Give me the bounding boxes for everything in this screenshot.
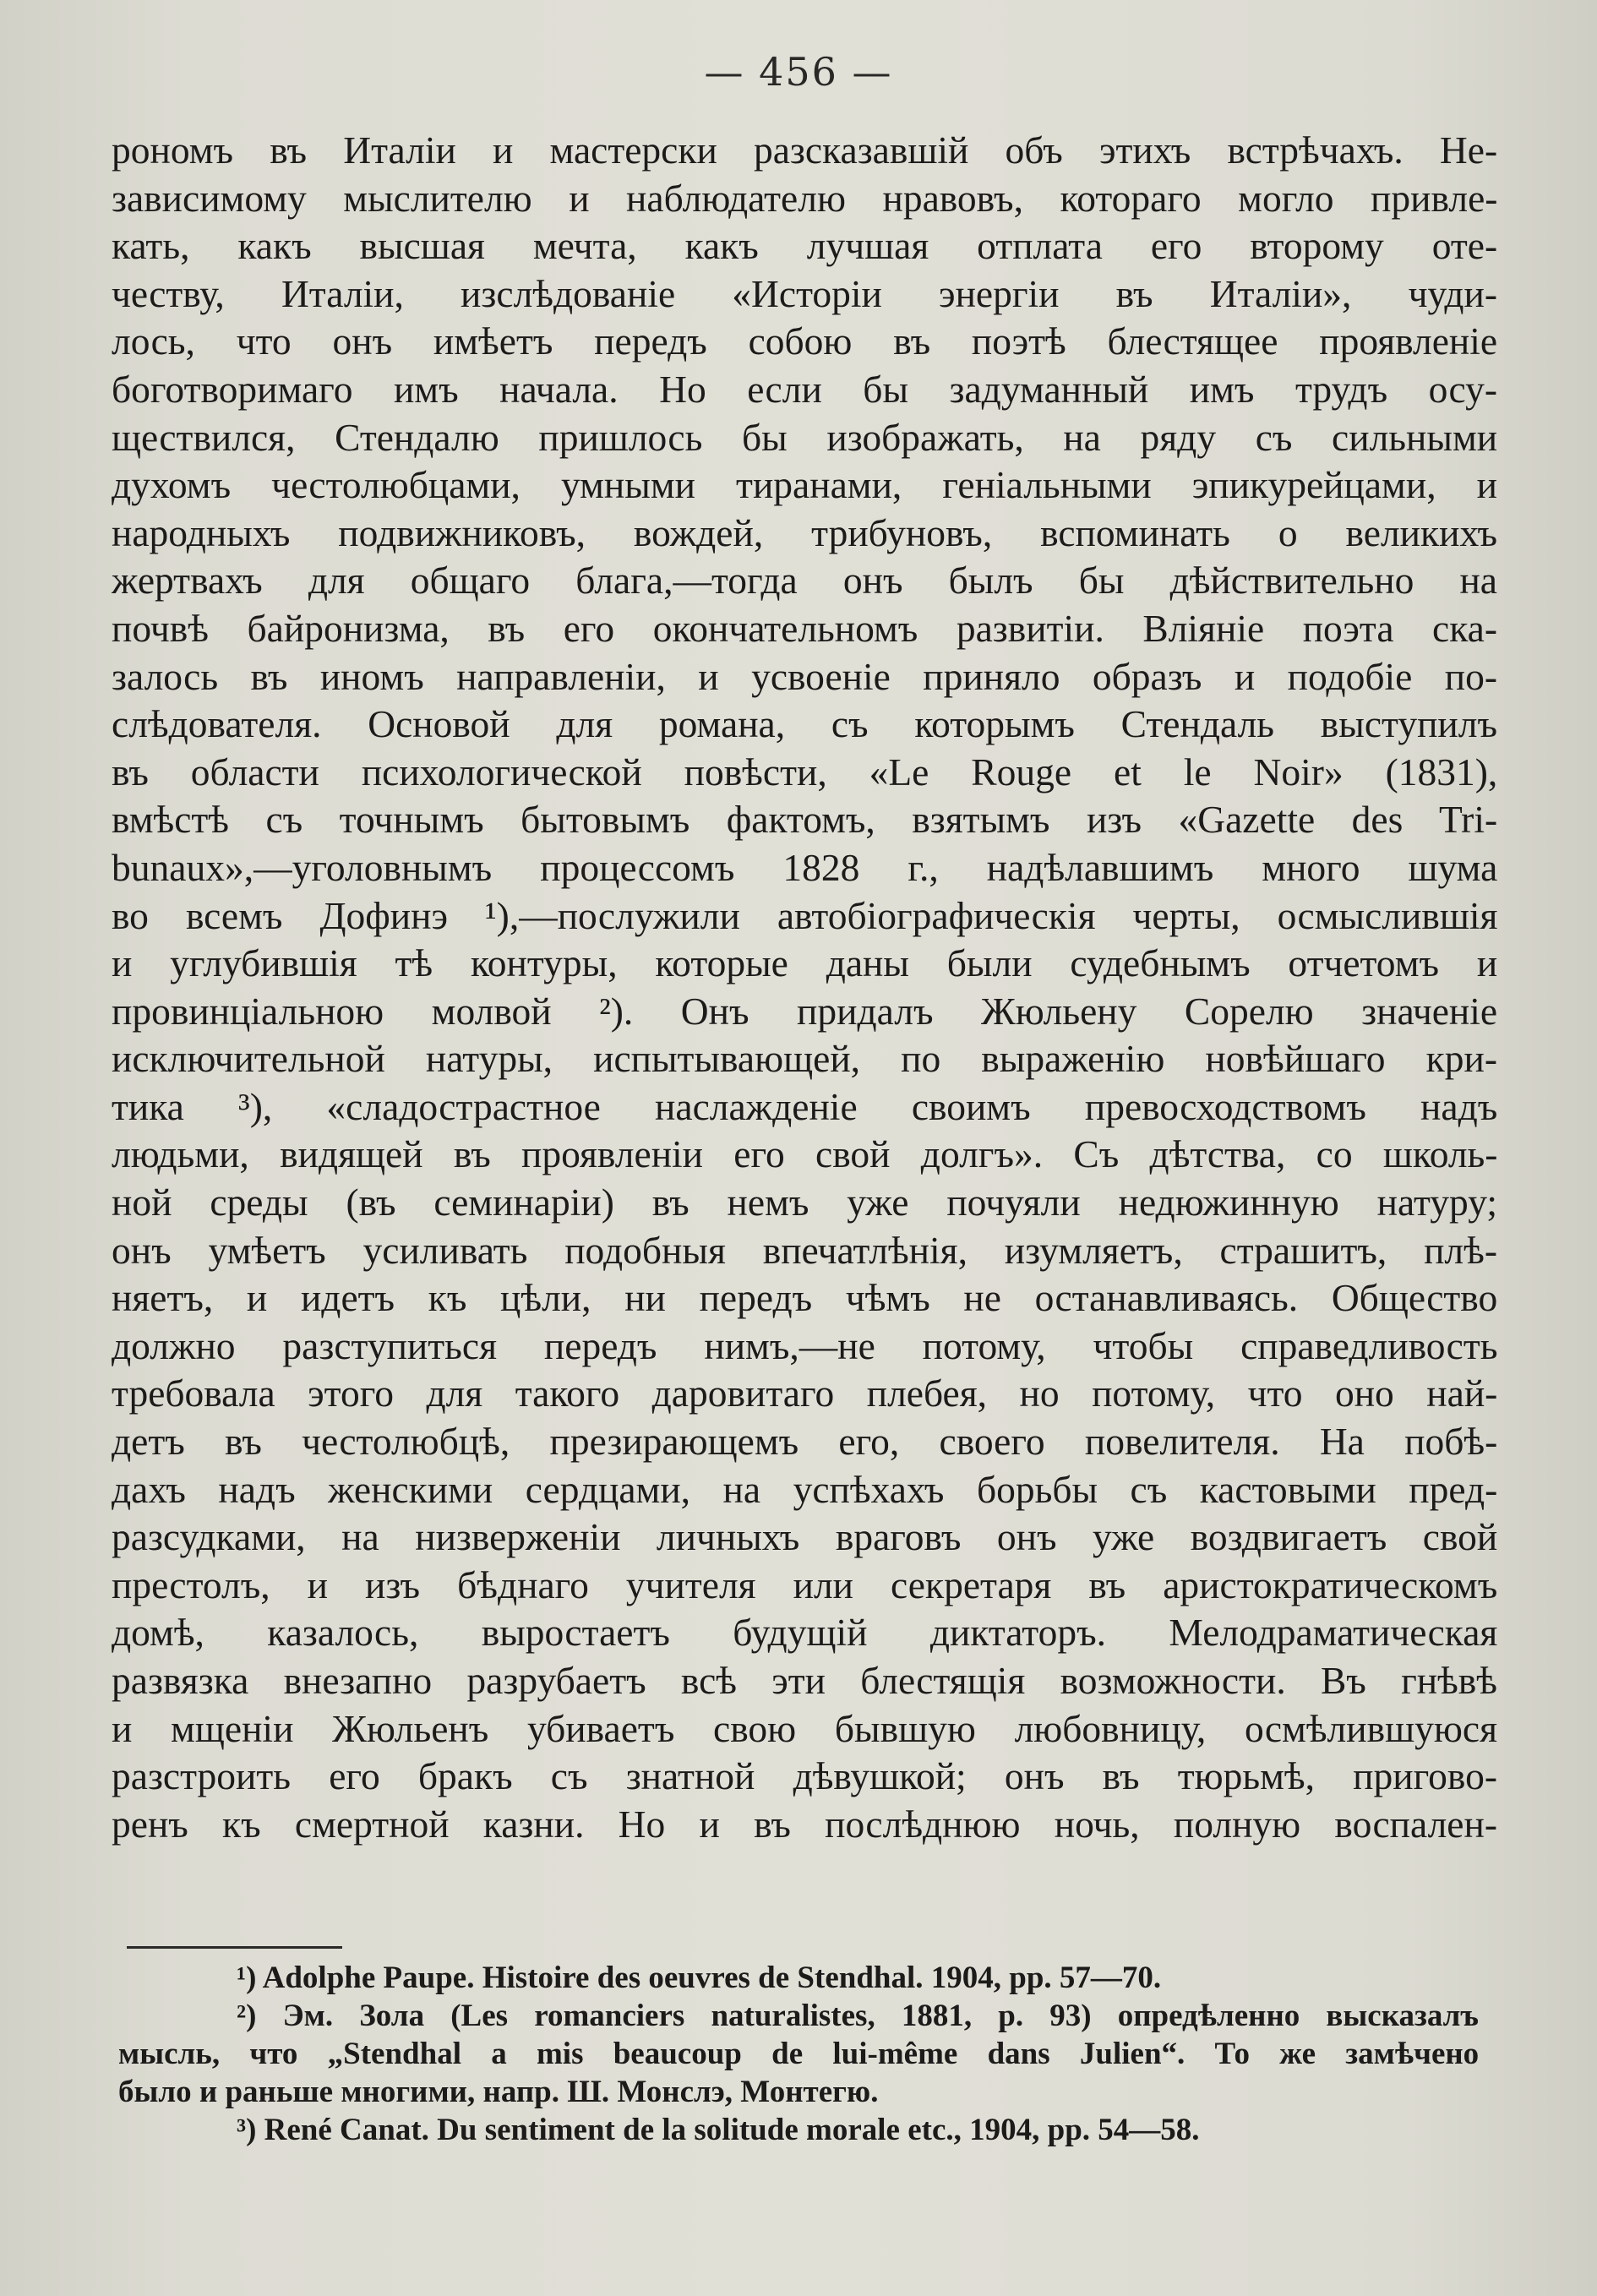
text-line: во всемъ Дофинэ ¹),—послужили автобіографическія черты, осмыслившія [112, 893, 1497, 937]
text-line: разсудками, на низверженіи личныхъ враговъ онъ уже воздвигаетъ свой [112, 1515, 1497, 1559]
text-line: боготворимаго имъ начала. Но если бы задуманный имъ трудъ осу- [112, 367, 1497, 411]
footnote-3: ³) René Canat. Du sentiment de la solitude morale etc., 1904, pp. 54—58. [237, 2113, 1200, 2147]
footnote-2-line: мысль, что „Stendhal a mis beaucoup de lui-même dans Julien“. То же замѣчено [118, 2037, 1479, 2071]
text-line: зависимому мыслителю и наблюдателю нравовъ, котораго могло привле- [112, 176, 1497, 220]
footnote-1: ¹) Adolphe Paupe. Histoire des oeuvres de Stendhal. 1904, pp. 57—70. [237, 1961, 1162, 1995]
text-line: вмѣстѣ съ точнымъ бытовымъ фактомъ, взятымъ изъ «Gazette des Tri- [112, 798, 1497, 842]
page-number: — 456 — [704, 49, 893, 95]
text-line: тика ³), «сладострастное наслажденіе своимъ превосходствомъ надъ [112, 1084, 1497, 1128]
footnote-divider [127, 1946, 342, 1949]
text-line: кать, какъ высшая мечта, какъ лучшая отплата его второму оте- [112, 224, 1497, 268]
footnote-2-line: было и раньше многими, напр. Ш. Монслэ, Монтегю. [118, 2075, 879, 2109]
text-line: рономъ въ Италіи и мастерски разсказавшій объ этихъ встрѣчахъ. Не- [112, 128, 1497, 172]
footnote-2-line: ²) Эм. Зола (Les romanciers naturalistes, 1881, p. 93) опредѣленно высказалъ [237, 1999, 1479, 2033]
text-line: bunaux»,—уголовнымъ процессомъ 1828 г., надѣлавшимъ много шума [112, 845, 1497, 889]
text-line: честву, Италіи, изслѣдованіе «Исторіи энергіи въ Италіи», чуди- [112, 271, 1497, 315]
text-line: требовала этого для такого даровитаго плебея, но потому, что оно най- [112, 1372, 1497, 1415]
text-line: престолъ, и изъ бѣднаго учителя или секретаря въ аристократическомъ [112, 1562, 1497, 1606]
text-line: слѣдователя. Основой для романа, съ которымъ Стендаль выступилъ [112, 702, 1497, 746]
text-line: детъ въ честолюбцѣ, презирающемъ его, своего повелителя. На побѣ- [112, 1420, 1497, 1464]
text-line: дахъ надъ женскими сердцами, на успѣхахъ борьбы съ кастовыми пред- [112, 1467, 1497, 1511]
text-line: няетъ, и идетъ къ цѣли, ни передъ чѣмъ не останавливаясь. Общество [112, 1276, 1497, 1320]
text-line: ренъ къ смертной казни. Но и въ послѣднюю ночь, полную воспален- [112, 1802, 1497, 1846]
text-line: и мщеніи Жюльенъ убиваетъ свою бывшую любовницу, осмѣлившуюся [112, 1706, 1497, 1750]
text-line: народныхъ подвижниковъ, вождей, трибуновъ, вспоминать о великихъ [112, 510, 1497, 554]
main-text-block [112, 127, 1497, 1848]
text-line: въ области психологической повѣсти, «Le Rouge et le Noir» (1831), [112, 750, 1497, 794]
text-line: развязка внезапно разрубаетъ всѣ эти блестящія возможности. Въ гнѣвѣ [112, 1659, 1497, 1702]
text-line: почвѣ байронизма, въ его окончательномъ развитіи. Вліяніе поэта ска- [112, 606, 1497, 650]
text-line: залось въ иномъ направленіи, и усвоеніе приняло образъ и подобіе по- [112, 654, 1497, 698]
text-line: лось, что онъ имѣетъ передъ собою въ поэтѣ блестящее проявленіе [112, 319, 1497, 363]
text-line: людьми, видящей въ проявленіи его свой долгъ». Съ дѣтства, со школь- [112, 1132, 1497, 1176]
text-line: духомъ честолюбцами, умными тиранами, геніальными эпикурейцами, и [112, 463, 1497, 507]
text-line: онъ умѣетъ усиливать подобныя впечатлѣнія, изумляетъ, страшитъ, плѣ- [112, 1228, 1497, 1272]
text-line: жертвахъ для общаго блага,—тогда онъ былъ бы дѣйствительно на [112, 559, 1497, 603]
text-line: ной среды (въ семинаріи) въ немъ уже почуяли недюжинную натуру; [112, 1181, 1497, 1224]
text-line: ществился, Стендалю пришлось бы изображать, на ряду съ сильными [112, 415, 1497, 459]
text-line: провинціальною молвой ²). Онъ придалъ Жюльену Сорелю значеніе [112, 989, 1497, 1033]
text-line: исключительной натуры, испытывающей, по выраженію новѣйшаго кри- [112, 1037, 1497, 1081]
footnotes-block [118, 1959, 1479, 2149]
text-line: домѣ, казалось, выростаетъ будущій диктаторъ. Мелодраматическая [112, 1611, 1497, 1655]
text-line: должно разступиться передъ нимъ,—не потому, чтобы справедливость [112, 1323, 1497, 1367]
text-line: разстроить его бракъ съ знатной дѣвушкой; онъ въ тюрьмѣ, пригово- [112, 1754, 1497, 1798]
text-line: и углубившія тѣ контуры, которые даны были судебнымъ отчетомъ и [112, 941, 1497, 985]
